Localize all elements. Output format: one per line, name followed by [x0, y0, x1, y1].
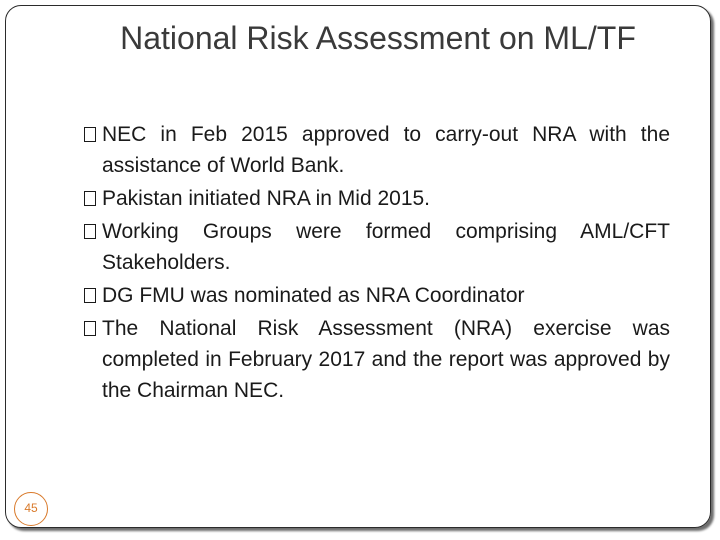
- bullet-text: DG FMU was nominated as NRA Coordinator: [102, 284, 525, 307]
- bullet-text: The National Risk Assessment (NRA) exercise was completed in February 2017 and the report was approved by the Chairman NEC.: [102, 317, 670, 402]
- bullet-item: [84, 280, 670, 311]
- bullet-text: Pakistan initiated NRA in Mid 2015.: [102, 187, 431, 210]
- square-bullet-icon: [84, 127, 96, 142]
- square-bullet-icon: [84, 288, 96, 303]
- square-bullet-icon: [84, 191, 96, 206]
- page-number-badge: 45: [14, 492, 48, 526]
- bullet-item: [84, 183, 670, 214]
- bullet-text: Working Groups were formed comprising AML/CFT Stakeholders.: [102, 220, 670, 274]
- bullet-item: [84, 216, 670, 278]
- bullet-item: [84, 119, 670, 181]
- bullet-text: NEC in Feb 2015 approved to carry-out NRA with the assistance of World Bank.: [102, 123, 670, 177]
- bullet-list: [84, 119, 670, 408]
- bullet-item: [84, 313, 670, 406]
- square-bullet-icon: [84, 321, 96, 336]
- slide-title: National Risk Assessment on ML/TF: [120, 20, 636, 56]
- square-bullet-icon: [84, 224, 96, 239]
